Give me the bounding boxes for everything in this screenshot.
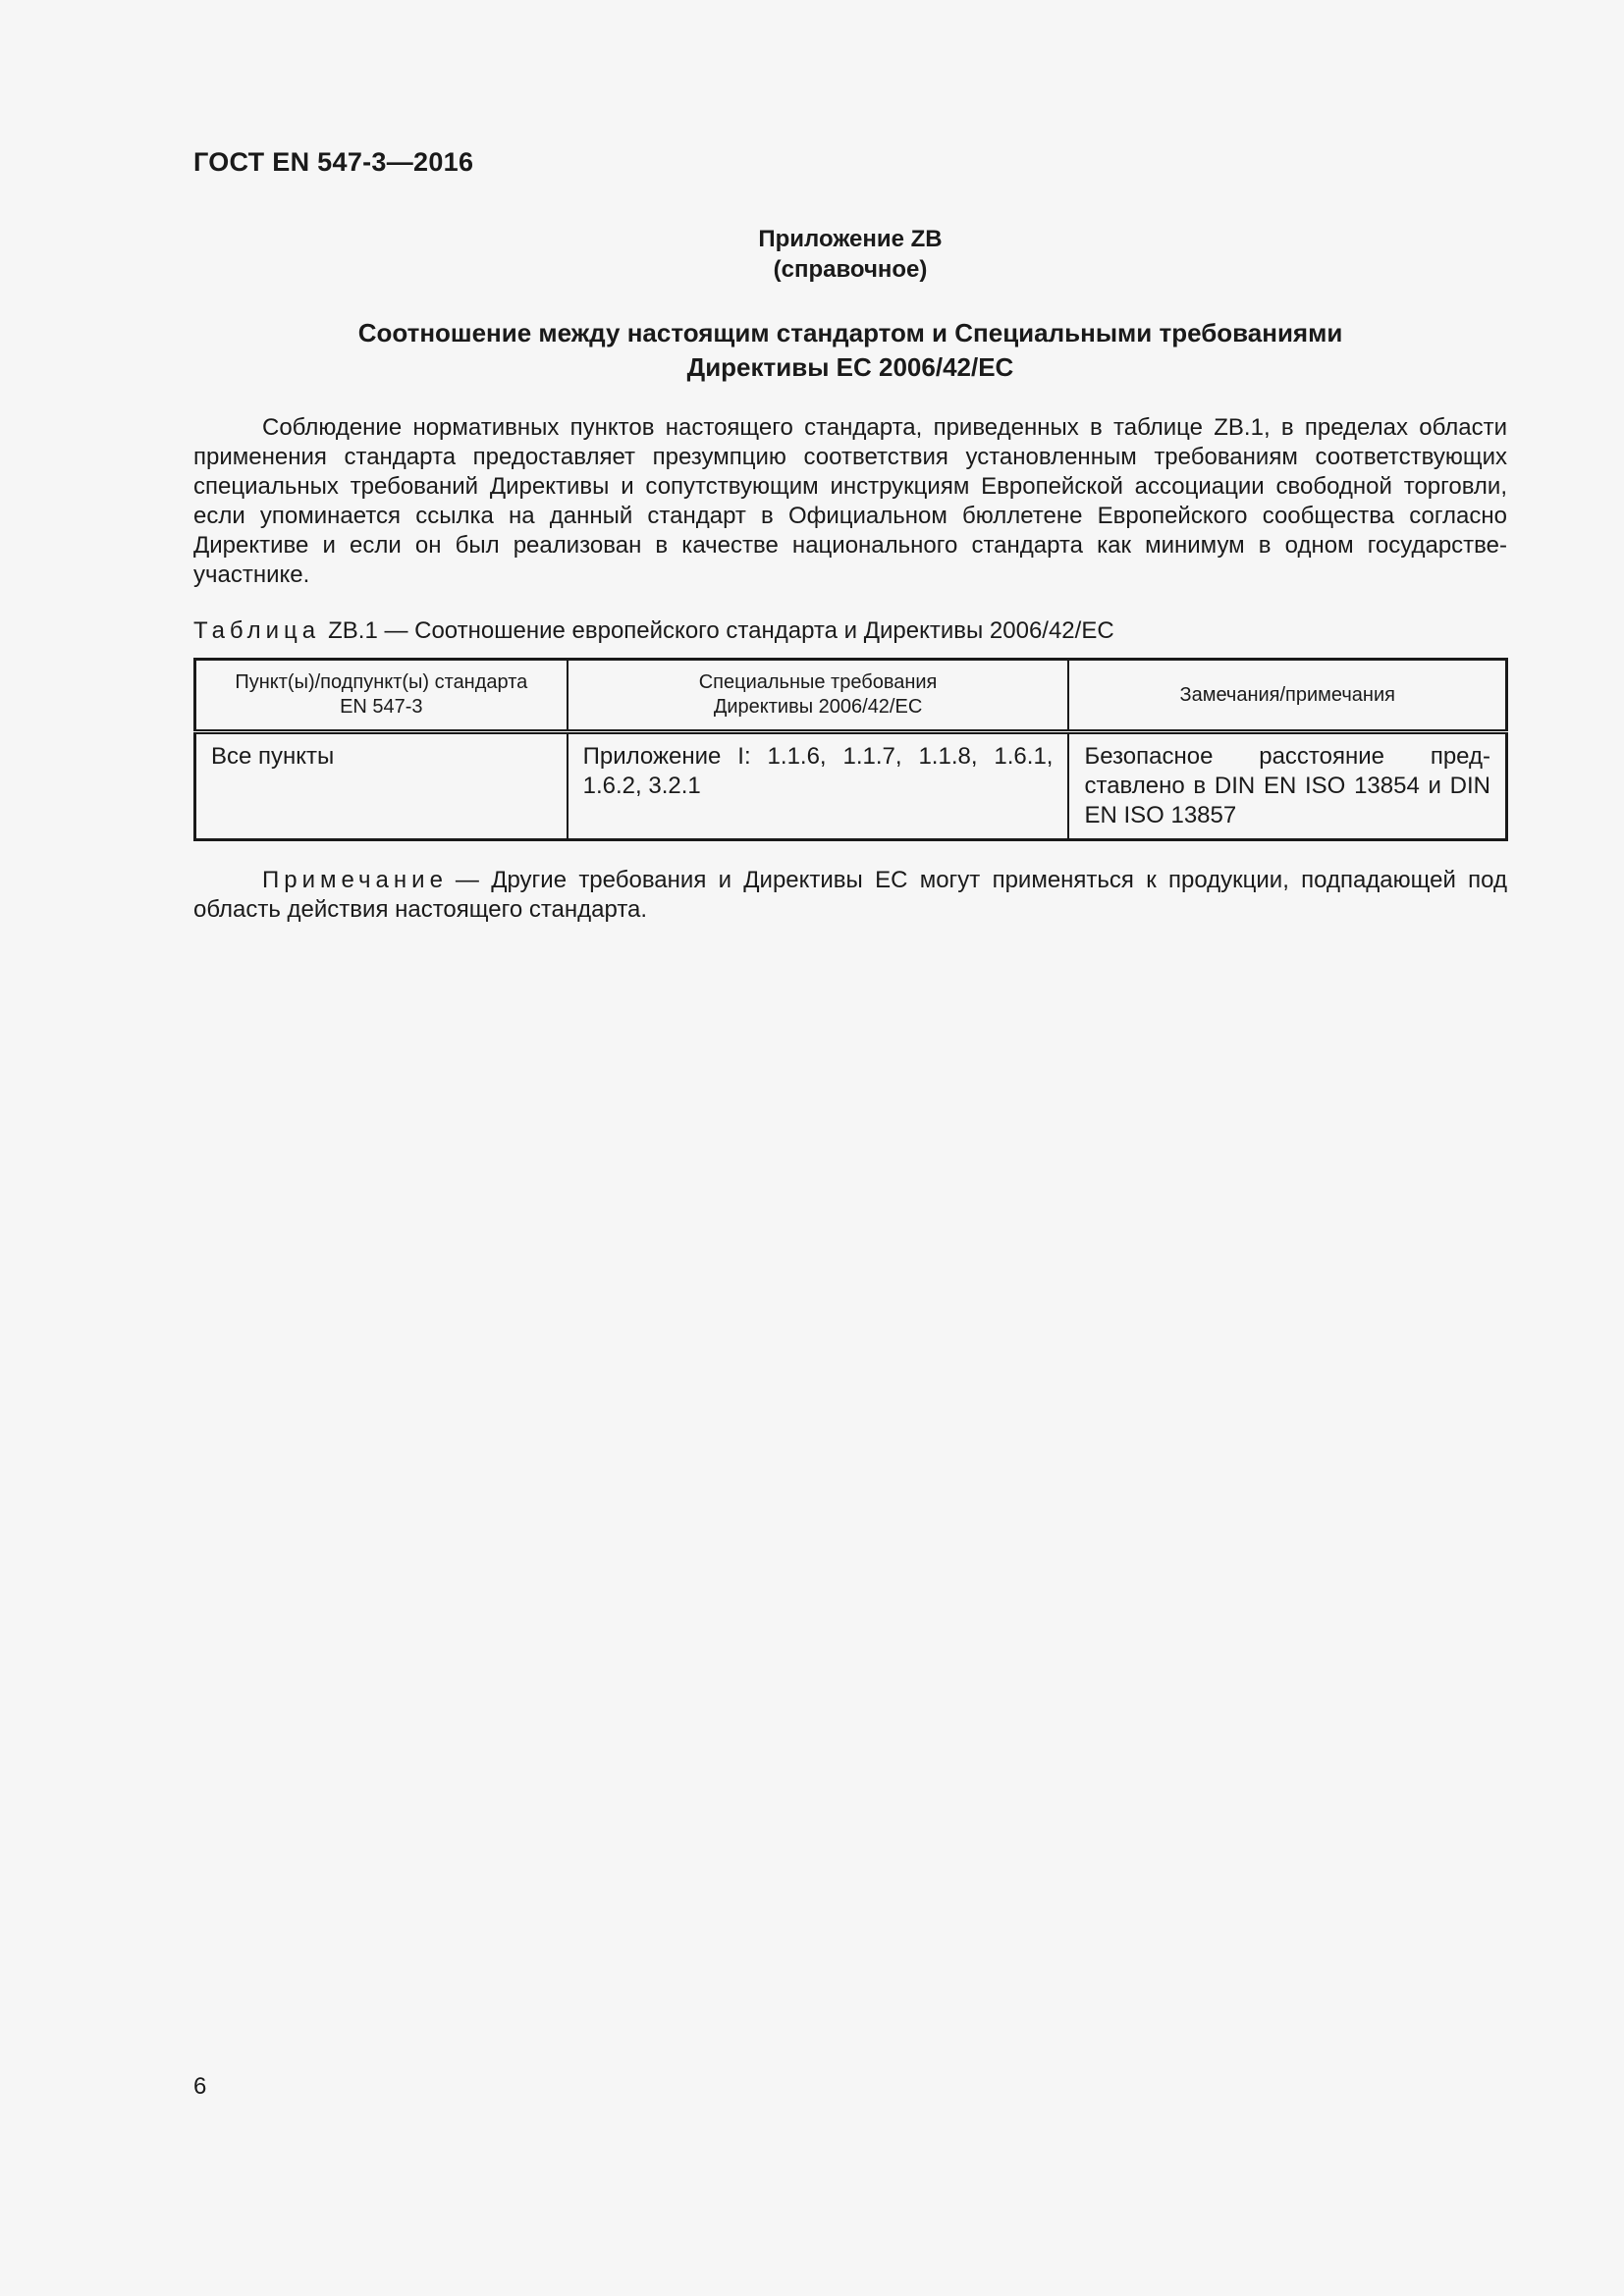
table-cell-clauses: Все пункты xyxy=(195,732,568,840)
table-note xyxy=(193,866,1507,925)
document-header: ГОСТ EN 547-3—2016 xyxy=(193,147,474,177)
table-header-requirements: Специальные требования Директивы 2006/42/ЕС xyxy=(568,660,1069,732)
table-caption xyxy=(193,616,1114,646)
table-header-row xyxy=(195,660,1507,732)
table-cell-requirements: Приложение I: 1.1.6, 1.1.7, 1.1.8, 1.6.1, 1.6.2, 3.2.1 xyxy=(568,732,1069,840)
annex-title-line-2: Директивы ЕС 2006/42/ЕС xyxy=(686,352,1014,382)
annex-status: (справочное) xyxy=(773,256,928,283)
annex-label: Приложение ZB xyxy=(758,226,943,252)
correspondence-table xyxy=(193,658,1508,841)
note-text: — Другие требования и Директивы ЕС могут применяться к продукции, подпадающей под область действия настоящего стандарта. xyxy=(193,867,1507,923)
annex-title xyxy=(193,316,1507,385)
table-header-remarks: Замечания/примечания xyxy=(1068,660,1506,732)
table-cell-remarks: Безопасное расстояние пред-ставлено в DIN EN ISO 13854 и DIN EN ISO 13857 xyxy=(1068,732,1506,840)
table-row xyxy=(195,732,1507,840)
table-caption-text: ZB.1 — Соотношение европейского стандарта и Директивы 2006/42/ЕС xyxy=(328,617,1114,644)
table-header-clauses: Пункт(ы)/подпункт(ы) стандарта EN 547-3 xyxy=(195,660,568,732)
annex-title-line-1: Соотношение между настоящим стандартом и Специальными требованиями xyxy=(357,318,1343,347)
note-prefix: Примечание xyxy=(262,867,448,893)
body-paragraph: Соблюдение нормативных пунктов настоящего стандарта, приведенных в таблице ZB.1, в пределах области применения стандарта предоставляет презумпцию соответствия установленным требованиям соответствующих специальных требований Директивы и сопутствующим инструкциям Европейской ассоциации свободной торговли, если упоминается ссылка на данный стандарт в Официальном бюллетене Европейского сообщества согласно Директиве и если он был реализован в качестве национального стандарта как минимум в одном государстве-участнике. xyxy=(193,414,1507,588)
annex-label-block xyxy=(193,224,1507,285)
page-number: 6 xyxy=(193,2073,207,2100)
table-caption-prefix: Таблица xyxy=(193,617,321,644)
